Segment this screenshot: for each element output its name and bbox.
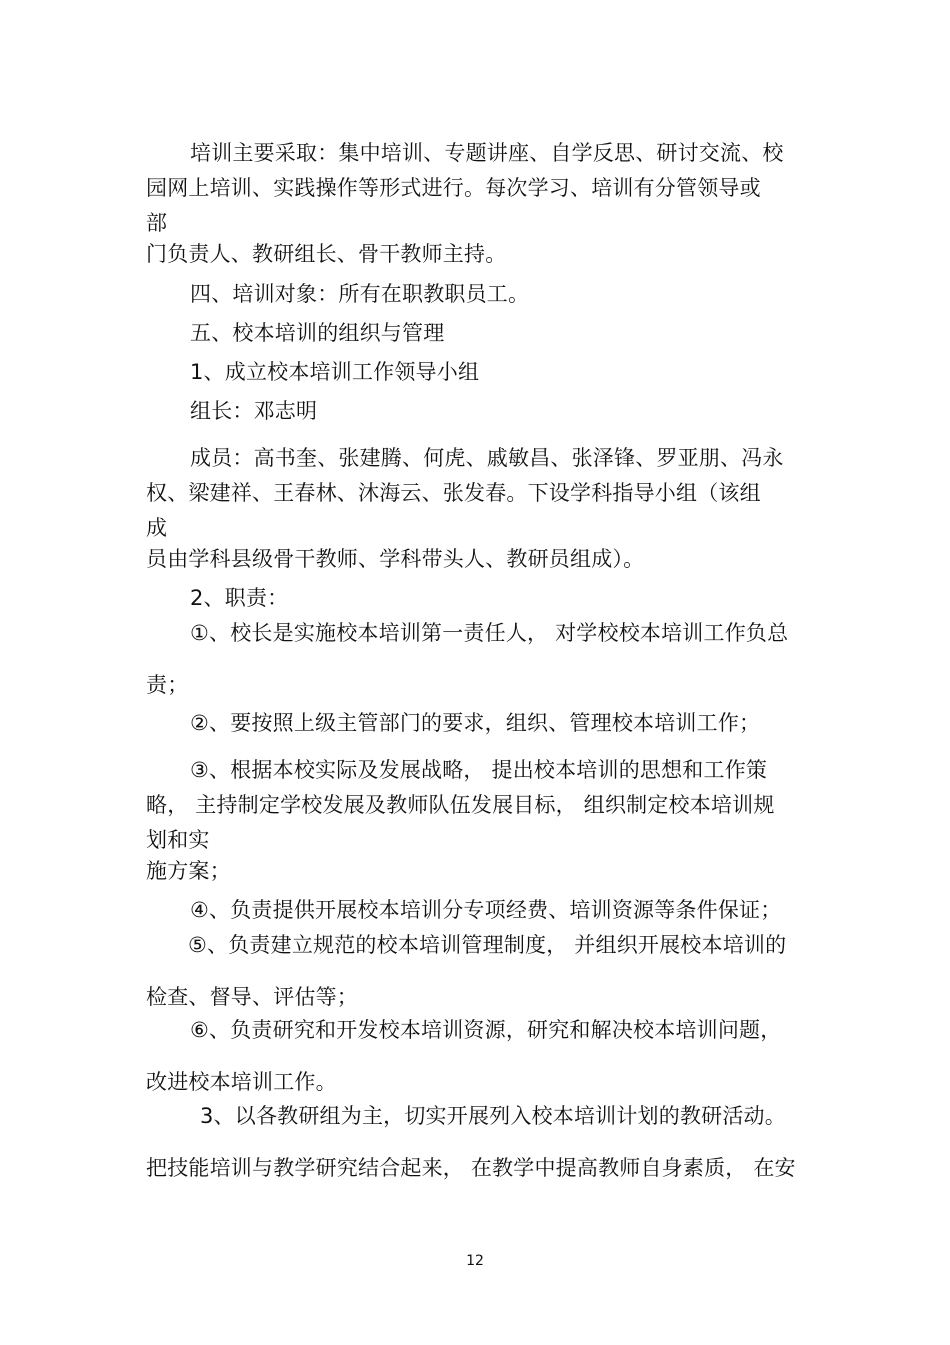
list-item: ⑥、负责研究和开发校本培训资源，研究和解决校本培训问题， bbox=[190, 1018, 782, 1042]
list-item: ②、要按照上级主管部门的要求，组织、管理校本培训工作； bbox=[190, 711, 761, 735]
paragraph-line: 员由学科县级骨干教师、学科带头人、教研员组成）。 bbox=[146, 547, 645, 571]
list-item: 略， 主持制定学校发展及教师队伍发展目标， 组织制定校本培训规 bbox=[146, 793, 775, 817]
paragraph-line: 成员：高书奎、张建腾、何虎、戚敏昌、张泽锋、罗亚朋、冯永 bbox=[190, 446, 784, 470]
list-item: 施方案； bbox=[146, 859, 231, 883]
section-heading: 四、培训对象：所有在职教职员工。 bbox=[190, 282, 530, 306]
list-item: ①、校长是实施校本培训第一责任人， 对学校校本培训工作负总 bbox=[190, 621, 789, 645]
paragraph-line: 把技能培训与教学研究结合起来， 在教学中提高教师自身素质， 在安 bbox=[146, 1156, 796, 1180]
list-item: 检查、督导、评估等； bbox=[146, 985, 358, 1009]
list-item: 划和实 bbox=[146, 828, 210, 852]
list-item: ④、负责提供开展校本培训分专项经费、培训资源等条件保证； bbox=[190, 898, 782, 922]
page-number: 12 bbox=[466, 1253, 484, 1269]
paragraph-line: 组长：邓志明 bbox=[190, 399, 318, 423]
list-item: 责； bbox=[146, 673, 189, 697]
list-item: 改进校本培训工作。 bbox=[146, 1070, 337, 1094]
subsection-heading: 2、职责： bbox=[190, 586, 289, 610]
subsection-heading: 1、成立校本培训工作领导小组 bbox=[190, 360, 480, 384]
paragraph-line: 培训主要采取：集中培训、专题讲座、自学反思、研讨交流、校 bbox=[190, 141, 784, 165]
list-item: ⑤、负责建立规范的校本培训管理制度， 并组织开展校本培训的 bbox=[188, 933, 787, 957]
paragraph-line: 权、梁建祥、王春林、沐海云、张发春。下设学科指导小组（该组 bbox=[146, 481, 761, 505]
section-heading: 五、校本培训的组织与管理 bbox=[190, 321, 445, 345]
paragraph-line: 园网上培训、实践操作等形式进行。每次学习、培训有分管领导或 bbox=[146, 176, 761, 200]
subsection-heading: 3、以各教研组为主，切实开展列入校本培训计划的教研活动。 bbox=[200, 1104, 786, 1128]
paragraph-line: 门负责人、教研组长、骨干教师主持。 bbox=[146, 242, 507, 266]
list-item: ③、根据本校实际及发展战略， 提出校本培训的思想和工作策 bbox=[190, 758, 768, 782]
paragraph-line: 部 bbox=[146, 211, 168, 235]
paragraph-line: 成 bbox=[146, 516, 168, 540]
